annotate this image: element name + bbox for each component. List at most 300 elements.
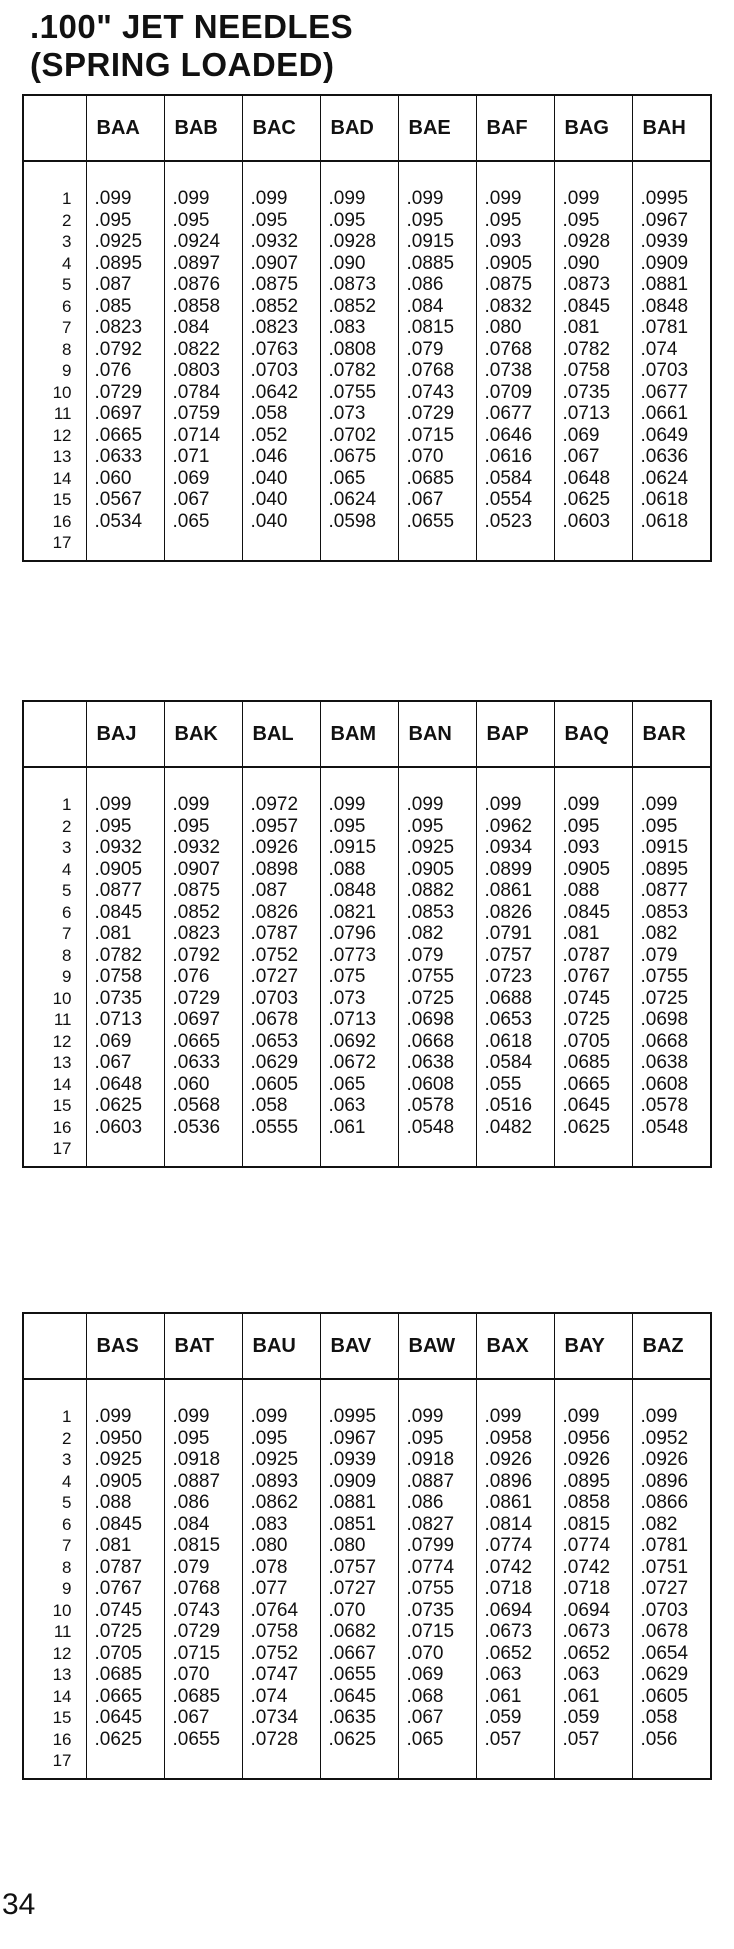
table-cell: .060	[86, 468, 164, 490]
column-header: BAQ	[554, 702, 632, 767]
table-cell: .0909	[320, 1471, 398, 1493]
table-cell: .099	[164, 161, 242, 210]
table-cell: .0875	[476, 274, 554, 296]
table-cell	[476, 1750, 554, 1778]
table-cell: .0932	[242, 231, 320, 253]
table-row	[24, 1117, 710, 1139]
table-cell: .0694	[554, 1600, 632, 1622]
table-cell: .0751	[632, 1557, 710, 1579]
table-cell: .0629	[632, 1664, 710, 1686]
column-header: BAK	[164, 702, 242, 767]
table-cell: .0895	[632, 859, 710, 881]
table-cell	[554, 1138, 632, 1166]
table-row	[24, 231, 710, 253]
table-cell: .081	[86, 923, 164, 945]
row-number: 14	[52, 468, 72, 488]
table-cell: .0633	[86, 446, 164, 468]
table-row	[24, 966, 710, 988]
table-row	[24, 489, 710, 511]
table-cell: .0918	[398, 1449, 476, 1471]
table-cell: .0729	[86, 382, 164, 404]
table-cell: .099	[554, 1379, 632, 1428]
table-cell: .0752	[242, 945, 320, 967]
table-cell: .099	[398, 161, 476, 210]
table-cell: .0649	[632, 425, 710, 447]
row-number: 12	[52, 425, 72, 445]
table-row	[24, 339, 710, 361]
table-cell: .0648	[554, 468, 632, 490]
table-row	[24, 1664, 710, 1686]
table-cell: .095	[398, 1428, 476, 1450]
table-cell: .0555	[242, 1117, 320, 1139]
table-cell	[398, 1750, 476, 1778]
table-cell: .0697	[86, 403, 164, 425]
table-cell: .0768	[164, 1578, 242, 1600]
table-cell: .0654	[632, 1643, 710, 1665]
row-number: 1	[62, 189, 72, 208]
table-cell: .0861	[476, 1492, 554, 1514]
table-row	[24, 1471, 710, 1493]
table-row	[24, 816, 710, 838]
table-cell: .0764	[242, 1600, 320, 1622]
table-cell: .0823	[242, 317, 320, 339]
table-cell: .055	[476, 1074, 554, 1096]
table-cell: .0642	[242, 382, 320, 404]
table-cell: .067	[398, 1707, 476, 1729]
table-cell: .0653	[242, 1031, 320, 1053]
table-cell: .0881	[320, 1492, 398, 1514]
table-cell: .0787	[86, 1557, 164, 1579]
table-cell: .0909	[632, 253, 710, 275]
table-cell	[320, 1750, 398, 1778]
table-cell: .0718	[554, 1578, 632, 1600]
table-cell: .095	[632, 816, 710, 838]
table-cell: .095	[554, 210, 632, 232]
table-cell: .059	[476, 1707, 554, 1729]
table-cell: .095	[398, 816, 476, 838]
table-cell: .0655	[320, 1664, 398, 1686]
table-cell	[476, 532, 554, 560]
table-cell: .0895	[86, 253, 164, 275]
column-header: BAU	[242, 1314, 320, 1379]
table-cell: .0702	[320, 425, 398, 447]
table-cell: .0799	[398, 1535, 476, 1557]
table-cell: .0858	[554, 1492, 632, 1514]
table-cell: .0638	[398, 1052, 476, 1074]
table-cell: .0727	[320, 1578, 398, 1600]
table-row	[24, 945, 710, 967]
row-number: 13	[52, 447, 72, 466]
table-cell: .067	[398, 489, 476, 511]
table-cell: .0950	[86, 1428, 164, 1450]
table-cell: .0898	[242, 859, 320, 881]
table-row	[24, 1514, 710, 1536]
row-number: 7	[62, 924, 72, 943]
table-cell: .0665	[164, 1031, 242, 1053]
table-cell: .0697	[164, 1009, 242, 1031]
table-cell: .0534	[86, 511, 164, 533]
table-cell: .0887	[164, 1471, 242, 1493]
table-cell: .0787	[242, 923, 320, 945]
table-cell: .0784	[164, 382, 242, 404]
table-cell: .0782	[554, 339, 632, 361]
table-row	[24, 403, 710, 425]
table-cell: .081	[554, 317, 632, 339]
table-cell	[242, 1138, 320, 1166]
table-row	[24, 988, 710, 1010]
table-cell: .0845	[86, 1514, 164, 1536]
table-cell: .058	[632, 1707, 710, 1729]
table-cell: .0928	[320, 231, 398, 253]
table-cell: .095	[398, 210, 476, 232]
table-row	[24, 1621, 710, 1643]
table-row	[24, 1686, 710, 1708]
table-cell: .0939	[632, 231, 710, 253]
table-cell: .0734	[242, 1707, 320, 1729]
table-row	[24, 1729, 710, 1751]
table-cell: .079	[398, 339, 476, 361]
table-cell: .0782	[86, 945, 164, 967]
table-cell: .0881	[632, 274, 710, 296]
column-header: BAM	[320, 702, 398, 767]
table-cell	[86, 532, 164, 560]
table-row	[24, 880, 710, 902]
table-cell: .0635	[320, 1707, 398, 1729]
table-cell	[398, 1138, 476, 1166]
table-row	[24, 1095, 710, 1117]
table-cell: .0885	[398, 253, 476, 275]
table-cell: .0896	[476, 1471, 554, 1493]
table-cell: .0725	[632, 988, 710, 1010]
table-row	[24, 1707, 710, 1729]
row-number: 11	[53, 404, 72, 423]
table-cell: .087	[86, 274, 164, 296]
table-cell: .0796	[320, 923, 398, 945]
row-number: 15	[52, 1708, 72, 1727]
table-cell: .099	[86, 1379, 164, 1428]
table-row	[24, 1009, 710, 1031]
table-cell: .099	[554, 161, 632, 210]
table-cell: .0848	[632, 296, 710, 318]
table-cell: .0645	[320, 1686, 398, 1708]
row-number: 8	[62, 1557, 72, 1577]
table-cell: .0827	[398, 1514, 476, 1536]
table-cell: .093	[476, 231, 554, 253]
column-header: BAN	[398, 702, 476, 767]
table-row	[24, 468, 710, 490]
table-cell: .0735	[554, 382, 632, 404]
table-cell: .0705	[86, 1643, 164, 1665]
column-header: BAP	[476, 702, 554, 767]
table-cell: .0758	[554, 360, 632, 382]
column-header: BAZ	[632, 1314, 710, 1379]
table-cell: .0757	[320, 1557, 398, 1579]
table-cell: .095	[554, 816, 632, 838]
table-cell: .065	[398, 1729, 476, 1751]
table-cell: .095	[242, 210, 320, 232]
table-cell: .0823	[164, 923, 242, 945]
table-row	[24, 1449, 710, 1471]
table-row	[24, 1492, 710, 1514]
column-header: BAT	[164, 1314, 242, 1379]
table-cell: .0995	[632, 161, 710, 210]
table-cell: .0713	[554, 403, 632, 425]
page-number: 34	[2, 1888, 36, 1921]
table-cell: .0822	[164, 339, 242, 361]
table-cell: .0715	[398, 425, 476, 447]
column-header: BAC	[242, 96, 320, 161]
table-cell: .0925	[86, 231, 164, 253]
table-cell: .0703	[242, 988, 320, 1010]
table-cell: .0688	[476, 988, 554, 1010]
table-cell: .0962	[476, 816, 554, 838]
table-row	[24, 360, 710, 382]
table-cell: .0629	[242, 1052, 320, 1074]
table-cell: .0625	[86, 1729, 164, 1751]
table-cell: .0768	[476, 339, 554, 361]
table-cell: .0605	[242, 1074, 320, 1096]
table-cell	[554, 1750, 632, 1778]
table-cell: .0482	[476, 1117, 554, 1139]
table-cell: .090	[554, 253, 632, 275]
table-cell: .0934	[476, 837, 554, 859]
table-cell: .0926	[476, 1449, 554, 1471]
table-cell: .0826	[476, 902, 554, 924]
table-cell: .0763	[242, 339, 320, 361]
table-cell: .0853	[398, 902, 476, 924]
table-cell: .0792	[86, 339, 164, 361]
row-number: 11	[53, 1010, 72, 1029]
table-cell: .0665	[86, 425, 164, 447]
row-number: 5	[62, 1493, 72, 1512]
row-number: 15	[52, 1096, 72, 1115]
table-cell: .079	[632, 945, 710, 967]
table-cell: .0808	[320, 339, 398, 361]
table-cell: .0636	[632, 446, 710, 468]
table-row	[24, 532, 710, 560]
table-cell	[86, 1138, 164, 1166]
table-cell: .0718	[476, 1578, 554, 1600]
table-cell: .086	[164, 1492, 242, 1514]
table-cell: .0925	[86, 1449, 164, 1471]
table-cell: .099	[476, 1379, 554, 1428]
table-cell: .067	[164, 1707, 242, 1729]
table-cell: .0646	[476, 425, 554, 447]
jet-needle-table	[24, 96, 710, 560]
table-cell: .0758	[242, 1621, 320, 1643]
table-cell: .0821	[320, 902, 398, 924]
table-cell: .0685	[86, 1664, 164, 1686]
table-cell: .084	[164, 1514, 242, 1536]
table-cell: .0852	[320, 296, 398, 318]
table-row	[24, 1600, 710, 1622]
table-cell: .099	[320, 161, 398, 210]
table-cell: .0905	[86, 1471, 164, 1493]
table-cell: .0852	[164, 902, 242, 924]
table-cell	[320, 532, 398, 560]
table-cell: .0958	[476, 1428, 554, 1450]
table-row	[24, 1750, 710, 1778]
column-header: BAR	[632, 702, 710, 767]
row-number: 4	[62, 859, 72, 879]
table-cell: .057	[476, 1729, 554, 1751]
table-cell: .0714	[164, 425, 242, 447]
table-cell: .082	[632, 1514, 710, 1536]
table-cell: .0899	[476, 859, 554, 881]
table-cell: .058	[242, 1095, 320, 1117]
table-cell	[632, 1138, 710, 1166]
table-row	[24, 274, 710, 296]
table-cell: .0665	[86, 1686, 164, 1708]
table-cell: .0645	[554, 1095, 632, 1117]
table-cell: .0673	[554, 1621, 632, 1643]
table-cell: .065	[320, 468, 398, 490]
table-row	[24, 1031, 710, 1053]
table-cell: .0893	[242, 1471, 320, 1493]
table-cell: .0956	[554, 1428, 632, 1450]
table-cell: .0773	[320, 945, 398, 967]
table-cell: .0759	[164, 403, 242, 425]
table-cell: .068	[398, 1686, 476, 1708]
table-cell: .0523	[476, 511, 554, 533]
table-row	[24, 511, 710, 533]
table-cell: .0682	[320, 1621, 398, 1643]
table-cell: .0803	[164, 360, 242, 382]
table-cell: .083	[242, 1514, 320, 1536]
table-cell: .079	[398, 945, 476, 967]
table-cell: .0873	[554, 274, 632, 296]
table-row	[24, 296, 710, 318]
table-cell: .0665	[554, 1074, 632, 1096]
table-cell: .095	[164, 1428, 242, 1450]
table-row	[24, 210, 710, 232]
table-cell: .0926	[632, 1449, 710, 1471]
table-cell: .088	[86, 1492, 164, 1514]
table-cell: .0703	[632, 1600, 710, 1622]
table-cell: .070	[164, 1664, 242, 1686]
table-cell: .0692	[320, 1031, 398, 1053]
table-cell: .0548	[632, 1117, 710, 1139]
table-cell: .0618	[632, 511, 710, 533]
table-cell: .0728	[242, 1729, 320, 1751]
table-row	[24, 1074, 710, 1096]
table-cell: .0578	[632, 1095, 710, 1117]
table-cell: .0861	[476, 880, 554, 902]
table-cell: .0675	[320, 446, 398, 468]
title-line-2: (SPRING LOADED)	[30, 46, 335, 83]
table-cell: .0618	[476, 1031, 554, 1053]
table-cell: .069	[554, 425, 632, 447]
table-cell: .086	[398, 1492, 476, 1514]
table-cell: .084	[164, 317, 242, 339]
row-number: 5	[62, 881, 72, 900]
table-cell: .0713	[320, 1009, 398, 1031]
table-cell	[164, 1138, 242, 1166]
table-cell: .0845	[554, 296, 632, 318]
table-cell: .046	[242, 446, 320, 468]
table-cell: .0758	[86, 966, 164, 988]
table-cell: .070	[398, 1643, 476, 1665]
table-cell: .0603	[554, 511, 632, 533]
table-cell: .0848	[320, 880, 398, 902]
table-row	[24, 1557, 710, 1579]
table-cell: .0735	[398, 1600, 476, 1622]
table-cell: .0616	[476, 446, 554, 468]
table-cell: .084	[398, 296, 476, 318]
table-cell: .0925	[242, 1449, 320, 1471]
table-cell: .0826	[242, 902, 320, 924]
table-cell	[632, 532, 710, 560]
table-cell: .0673	[476, 1621, 554, 1643]
table-cell: .061	[320, 1117, 398, 1139]
table-cell: .0792	[164, 945, 242, 967]
row-number: 2	[62, 1428, 72, 1448]
table-cell: .0652	[476, 1643, 554, 1665]
table-cell: .0742	[476, 1557, 554, 1579]
table-cell	[554, 532, 632, 560]
table-cell: .0896	[632, 1471, 710, 1493]
table-cell: .0875	[164, 880, 242, 902]
table-cell: .099	[398, 1379, 476, 1428]
table-cell: .0755	[320, 382, 398, 404]
row-number: 15	[52, 490, 72, 509]
column-header: BAS	[86, 1314, 164, 1379]
table-cell: .0668	[398, 1031, 476, 1053]
table-cell: .0851	[320, 1514, 398, 1536]
row-number: 1	[62, 1407, 72, 1426]
table-cell: .0567	[86, 489, 164, 511]
table-cell: .0624	[320, 489, 398, 511]
table-cell: .0578	[398, 1095, 476, 1117]
table-cell	[164, 1750, 242, 1778]
table-cell: .099	[164, 1379, 242, 1428]
table-cell: .0767	[554, 966, 632, 988]
table-cell: .0516	[476, 1095, 554, 1117]
table-cell: .0655	[164, 1729, 242, 1751]
row-number: 17	[52, 1751, 72, 1770]
corner-cell	[24, 96, 86, 161]
table-cell: .0755	[632, 966, 710, 988]
table-cell: .069	[86, 1031, 164, 1053]
table-cell: .061	[554, 1686, 632, 1708]
table-cell: .0915	[632, 837, 710, 859]
table-cell: .063	[554, 1664, 632, 1686]
table-cell: .099	[86, 767, 164, 816]
table-cell: .075	[320, 966, 398, 988]
table-cell: .0915	[320, 837, 398, 859]
table-cell: .0745	[554, 988, 632, 1010]
jet-needle-table	[24, 1314, 710, 1778]
table-row	[24, 446, 710, 468]
table-cell: .0603	[86, 1117, 164, 1139]
table-cell: .076	[164, 966, 242, 988]
row-number: 12	[52, 1031, 72, 1051]
table-cell: .0536	[164, 1117, 242, 1139]
row-number: 12	[52, 1643, 72, 1663]
table-cell: .0743	[398, 382, 476, 404]
row-number: 3	[62, 1450, 72, 1469]
table-cell: .0715	[164, 1643, 242, 1665]
table-cell: .073	[320, 403, 398, 425]
table-cell: .0876	[164, 274, 242, 296]
needle-table-2	[22, 700, 712, 1168]
column-header: BAD	[320, 96, 398, 161]
table-row	[24, 1643, 710, 1665]
column-header: BAW	[398, 1314, 476, 1379]
table-cell: .040	[242, 468, 320, 490]
table-cell: .080	[242, 1535, 320, 1557]
table-cell: .090	[320, 253, 398, 275]
